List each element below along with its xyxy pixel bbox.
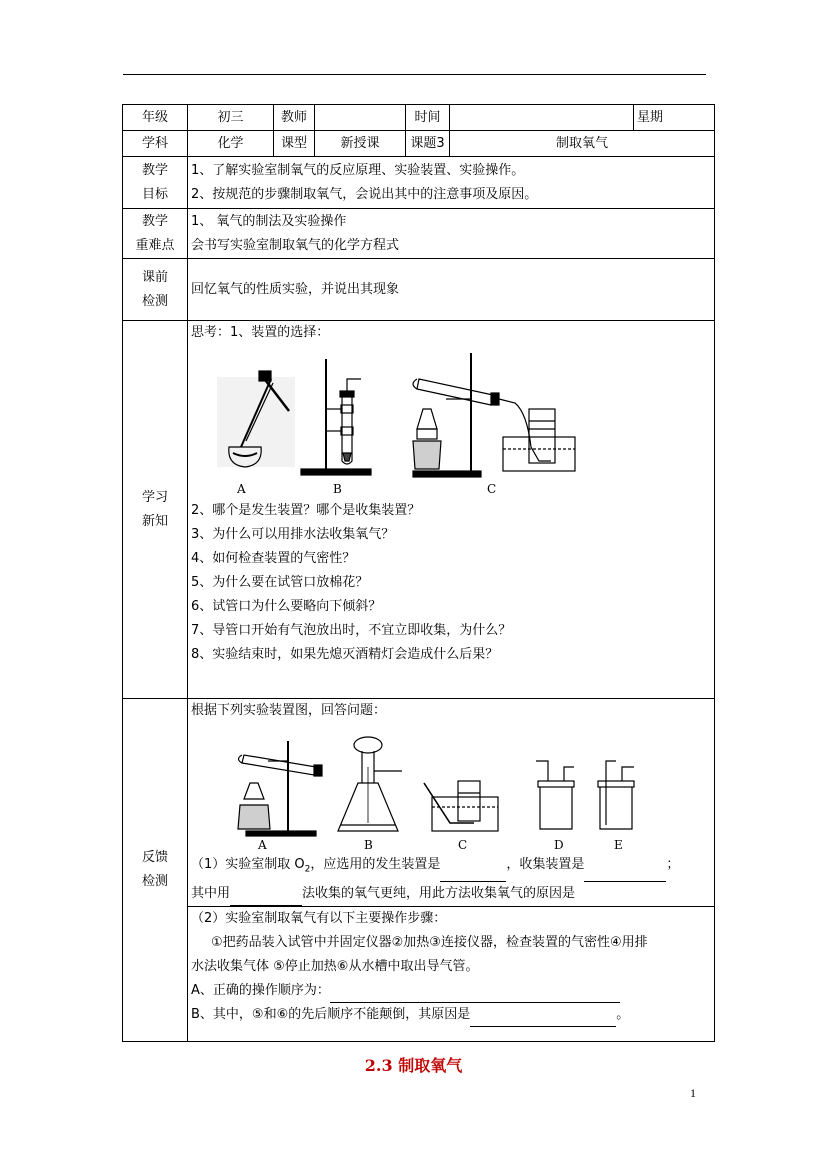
feedback-q2-intro: （2）实验室制取氧气有以下主要操作步骤： [191, 910, 447, 926]
key-points-label [123, 209, 188, 259]
pre-check-row [123, 259, 715, 321]
feedback-q1-line1 [188, 853, 714, 882]
figure-label-a: A [237, 482, 246, 496]
feedback-label-b: B [364, 838, 373, 852]
header-row-1 [123, 105, 715, 131]
time-label: 时间 [406, 105, 450, 131]
q1-text-c: ，收集装置是 [506, 857, 585, 872]
q2-a-blank[interactable] [330, 986, 620, 1003]
apparatus-a [217, 371, 295, 467]
pre-check-label-line2: 检测 [141, 293, 168, 309]
teacher-label: 教师 [274, 105, 315, 131]
question-item: 2、哪个是发生装置？哪个是收集装置？ [191, 503, 421, 518]
feedback-label-c: C [458, 838, 468, 852]
feedback-q2-steps-2: 水法收集气体 ⑤停止加热⑥从水槽中取出导气管。 [191, 958, 479, 974]
new-learning-label [123, 321, 188, 699]
question-item: 4、如何检查装置的气密性？ [191, 551, 356, 566]
header-row-2 [123, 131, 715, 157]
key-points-label-line2: 重难点 [135, 237, 175, 253]
q1-text-e: 其中用 [191, 885, 231, 901]
teacher-value [315, 105, 406, 131]
question-item: 8、实验结束时，如果先熄灭酒精灯会造成什么后果？ [191, 647, 499, 662]
lesson-plan-table [122, 104, 715, 1042]
goals-row [123, 157, 715, 209]
key-points-label-line1: 教学 [141, 213, 168, 229]
goals-label-line1: 教学 [141, 162, 168, 178]
q2-b-blank[interactable] [470, 1010, 616, 1027]
q1-subscript: 2 [304, 864, 311, 875]
page-footer-title: 2.3 制取氧气 [364, 1056, 463, 1075]
new-learning-label-line1: 学习 [141, 489, 168, 505]
apparatus-figure-2 [188, 727, 648, 853]
subject-value: 化学 [188, 131, 274, 157]
goal-item: 2、按规范的步骤制取氧气，会说出其中的注意事项及原因。 [191, 186, 538, 202]
q1-text-a: （1）实验室制取 O [191, 857, 305, 872]
question-item: 6、试管口为什么要略向下倾斜？ [191, 599, 382, 614]
q1-blank-collector[interactable] [584, 865, 666, 882]
apparatus-fb-e [598, 761, 634, 829]
q2-a-text: A、正确的操作顺序为： [191, 982, 330, 998]
topic-label: 课题3 [406, 131, 450, 157]
new-learning-label-line2: 新知 [141, 513, 168, 529]
grade-value: 初三 [188, 105, 274, 131]
q2-b-end: 。 [616, 1006, 630, 1022]
grade-label: 年级 [123, 105, 188, 131]
feedback-label-d: D [554, 838, 564, 852]
page-number: 1 [690, 1086, 696, 1100]
key-point-item: 1、 氧气的制法及实验操作 [191, 213, 347, 229]
new-learning-intro: 思考：1、装置的选择： [191, 325, 330, 340]
feedback-label-line2: 检测 [141, 874, 168, 889]
goals-label-line2: 目标 [141, 186, 168, 202]
pre-check-content: 回忆氧气的性质实验，并说出其现象 [188, 259, 715, 321]
apparatus-b [301, 359, 371, 475]
figure-label-b: B [333, 482, 342, 496]
header-rule [123, 74, 706, 75]
type-value: 新授课 [315, 131, 406, 157]
q1-blank-method[interactable] [230, 889, 302, 906]
key-points-row [123, 209, 715, 259]
type-label: 课型 [274, 131, 315, 157]
feedback-q2-b [188, 1003, 714, 1027]
key-point-item: 会书写实验室制取氧气的化学方程式 [191, 237, 400, 253]
feedback-q2-steps-1: ①把药品装入试管中并固定仪器②加热③连接仪器，检查装置的气密性④用排 [211, 934, 648, 950]
apparatus-fb-b [338, 737, 402, 831]
q2-b-text: B、其中，⑤和⑥的先后顺序不能颠倒，其原因是 [191, 1006, 471, 1022]
q1-text-f: 法收集的氧气更纯，用此方法收集氧气的原因是 [302, 885, 576, 901]
time-value [450, 105, 634, 131]
question-item: 7、导管口开始有气泡放出时，不宜立即收集，为什么？ [191, 623, 512, 638]
feedback-q2-a [188, 979, 714, 1003]
topic-value: 制取氧气 [450, 131, 715, 157]
goal-item: 1、了解实验室制氧气的反应原理、实验装置、实验操作。 [191, 162, 525, 178]
apparatus-fb-c [424, 781, 498, 831]
new-learning-content [188, 321, 715, 699]
feedback-label-a: A [258, 838, 267, 852]
subject-label: 学科 [123, 131, 188, 157]
feedback-intro: 根据下列实验装置图，回答问题： [191, 703, 387, 718]
figure-label-c: C [487, 482, 497, 496]
apparatus-fb-a [238, 741, 322, 836]
apparatus-c [413, 353, 575, 477]
feedback-label-e: E [614, 838, 623, 852]
q1-text-d: ； [666, 857, 680, 872]
new-learning-row [123, 321, 715, 699]
q1-text-b: ，应选用的发生装置是 [310, 857, 441, 872]
apparatus-fb-d [536, 761, 574, 829]
feedback-row [123, 699, 715, 1042]
feedback-q1-line2 [188, 882, 714, 907]
goals-label [123, 157, 188, 209]
feedback-content [188, 699, 715, 1042]
feedback-label [123, 699, 188, 1042]
weekday-label: 星期 [634, 105, 715, 131]
goals-content [188, 157, 715, 209]
apparatus-figure-1 [191, 349, 611, 499]
question-item: 3、为什么可以用排水法收集氧气？ [191, 527, 395, 542]
key-points-content [188, 209, 715, 259]
pre-check-label [123, 259, 188, 321]
pre-check-label-line1: 课前 [141, 269, 168, 285]
question-item: 5、为什么要在试管口放棉花？ [191, 575, 369, 590]
feedback-label-line1: 反馈 [141, 850, 168, 865]
q1-blank-generator[interactable] [440, 865, 506, 882]
